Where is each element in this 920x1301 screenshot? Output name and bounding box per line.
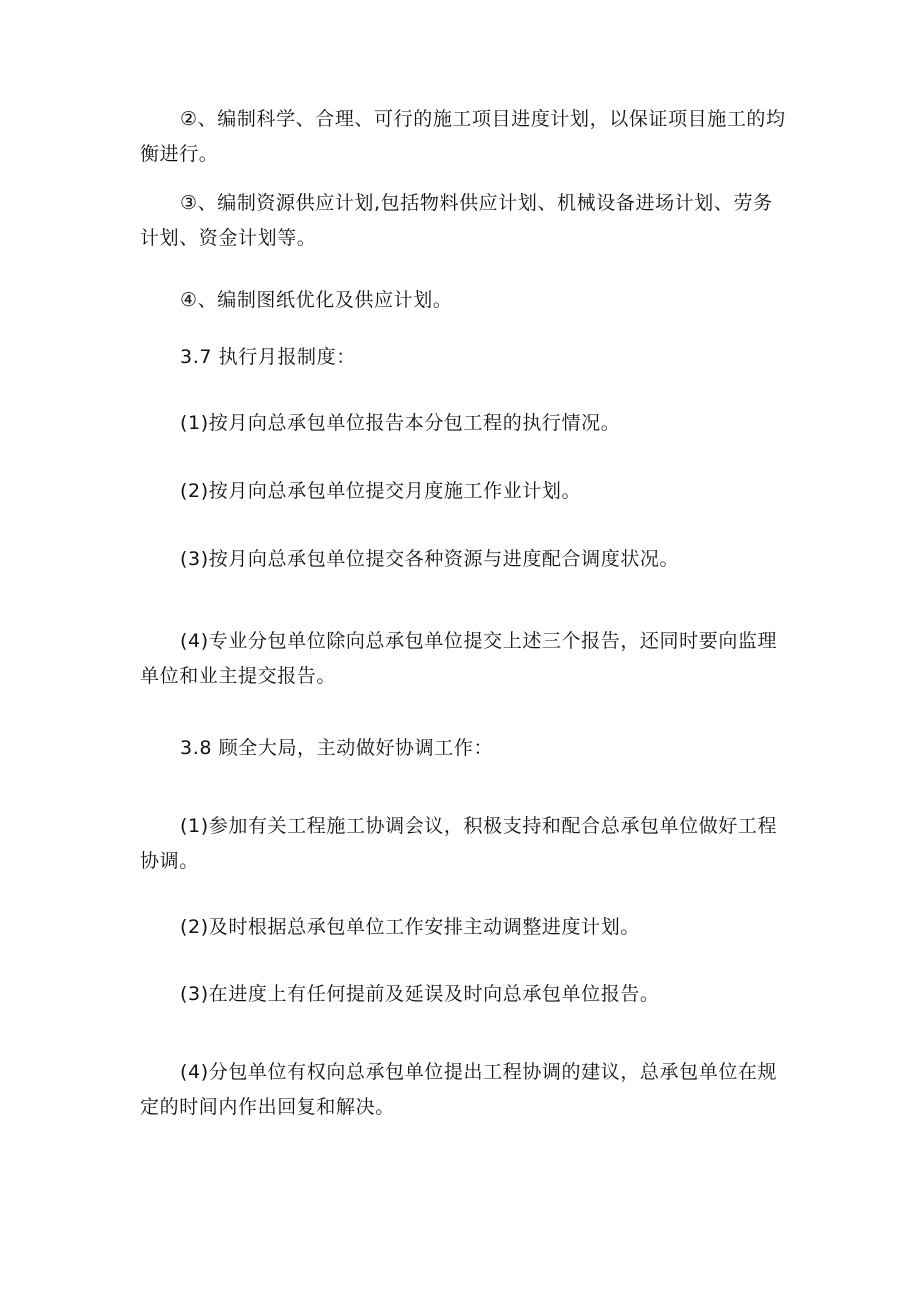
paragraph-3-8-3: (3)在进度上有任何提前及延误及时向总承包单位报告。 [180,983,660,1005]
paragraph-3-8-1: (1)参加有关工程施工协调会议，积极支持和配合总承包单位做好工程协调。 [140,815,778,872]
section-heading-3-8: 3.8 顾全大局，主动做好协调工作： [180,737,494,759]
paragraph-3-7-3: (3)按月向总承包单位提交各种资源与进度配合调度状况。 [180,548,680,570]
paragraph-3-7-1: (1)按月向总承包单位报告本分包工程的执行情况。 [180,412,621,434]
paragraph-item-3: ③、编制资源供应计划,包括物料供应计划、机械设备进场计划、劳务计划、资金计划等。 [140,192,773,249]
paragraph-3-8-4: (4)分包单位有权向总承包单位提出工程协调的建议，总承包单位在规定的时间内作出回复和解决。 [140,1061,778,1118]
paragraph-item-2: ②、编制科学、合理、可行的施工项目进度计划，以保证项目施工的均衡进行。 [140,108,786,165]
paragraph-3-8-2: (2)及时根据总承包单位工作安排主动调整进度计划。 [180,916,640,938]
paragraph-3-7-2: (2)按月向总承包单位提交月度施工作业计划。 [180,480,582,502]
paragraph-item-4: ④、编制图纸优化及供应计划。 [180,289,453,311]
section-heading-3-7: 3.7 执行月报制度： [180,346,356,368]
paragraph-3-7-4: (4)专业分包单位除向总承包单位提交上述三个报告，还同时要向监理单位和业主提交报告。 [140,630,778,687]
